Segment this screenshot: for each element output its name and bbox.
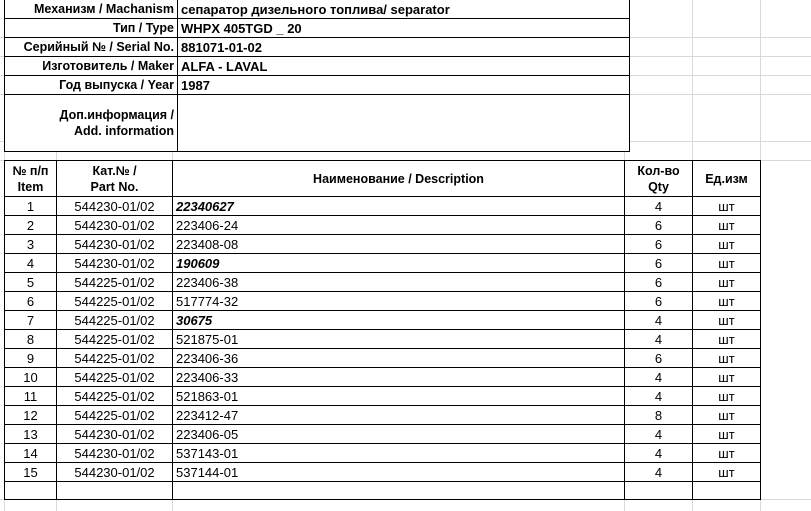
qty-cell[interactable]: 6	[625, 273, 693, 292]
table-row	[5, 216, 761, 235]
qty-cell[interactable]: 4	[625, 387, 693, 406]
part-no-cell[interactable]: 544230-01/02	[57, 425, 173, 444]
unit-cell[interactable]: шт	[693, 254, 761, 273]
part-no-cell[interactable]: 544225-01/02	[57, 387, 173, 406]
table-row	[5, 387, 761, 406]
type-label[interactable]: Тип / Type	[5, 19, 178, 38]
description-cell[interactable]: 223406-38	[173, 273, 625, 292]
year-value[interactable]: 1987	[178, 76, 630, 95]
item-cell[interactable]: 12	[5, 406, 57, 425]
table-row	[5, 292, 761, 311]
qty-cell[interactable]: 6	[625, 292, 693, 311]
part-no-cell[interactable]: 544230-01/02	[57, 197, 173, 216]
qty-cell[interactable]: 4	[625, 463, 693, 482]
item-cell[interactable]: 3	[5, 235, 57, 254]
part-no-cell[interactable]: 544230-01/02	[57, 235, 173, 254]
item-cell[interactable]: 4	[5, 254, 57, 273]
part-no-cell[interactable]: 544230-01/02	[57, 254, 173, 273]
additional-info-value[interactable]	[178, 95, 630, 152]
item-cell[interactable]: 6	[5, 292, 57, 311]
table-row	[5, 330, 761, 349]
description-cell[interactable]: 223412-47	[173, 406, 625, 425]
part-no-cell[interactable]: 544225-01/02	[57, 292, 173, 311]
part-no-cell[interactable]: 544225-01/02	[57, 349, 173, 368]
description-cell[interactable]: 521875-01	[173, 330, 625, 349]
empty-row	[5, 482, 761, 500]
unit-cell[interactable]: шт	[693, 311, 761, 330]
column-header-unit[interactable]: Ед.изм	[693, 161, 761, 197]
additional-info-label-line2: Add. information	[74, 124, 174, 138]
maker-row	[5, 57, 630, 76]
unit-cell[interactable]: шт	[693, 235, 761, 254]
maker-label[interactable]: Изготовитель / Maker	[5, 57, 178, 76]
type-value[interactable]: WHPX 405TGD _ 20	[178, 19, 630, 38]
description-cell[interactable]: 223406-05	[173, 425, 625, 444]
year-row	[5, 76, 630, 95]
parts-header-row	[5, 161, 761, 197]
unit-cell[interactable]: шт	[693, 330, 761, 349]
unit-cell[interactable]: шт	[693, 197, 761, 216]
item-cell[interactable]: 15	[5, 463, 57, 482]
item-cell[interactable]: 1	[5, 197, 57, 216]
item-cell[interactable]: 5	[5, 273, 57, 292]
unit-cell[interactable]: шт	[693, 273, 761, 292]
description-cell[interactable]: 223406-36	[173, 349, 625, 368]
description-cell[interactable]: 30675	[173, 311, 625, 330]
qty-cell[interactable]: 6	[625, 254, 693, 273]
additional-info-label[interactable]	[5, 95, 178, 152]
table-row	[5, 197, 761, 216]
table-row	[5, 444, 761, 463]
description-cell[interactable]: 223408-08	[173, 235, 625, 254]
qty-header-line2: Qty	[648, 179, 669, 194]
empty-cell[interactable]	[5, 482, 57, 500]
qty-cell[interactable]: 4	[625, 197, 693, 216]
unit-cell[interactable]: шт	[693, 349, 761, 368]
unit-cell[interactable]: шт	[693, 368, 761, 387]
qty-cell[interactable]: 4	[625, 311, 693, 330]
item-cell[interactable]: 13	[5, 425, 57, 444]
empty-cell[interactable]	[173, 482, 625, 500]
mechanism-row	[5, 0, 630, 19]
description-cell[interactable]: 223406-24	[173, 216, 625, 235]
description-cell[interactable]: 22340627	[173, 197, 625, 216]
part-no-cell[interactable]: 544225-01/02	[57, 311, 173, 330]
description-cell[interactable]: 537143-01	[173, 444, 625, 463]
unit-cell[interactable]: шт	[693, 216, 761, 235]
description-cell[interactable]: 223406-33	[173, 368, 625, 387]
part-header-line1: Кат.№ /	[92, 163, 137, 178]
part-header-line2: Part No.	[90, 179, 139, 194]
table-row	[5, 463, 761, 482]
item-cell[interactable]: 10	[5, 368, 57, 387]
maker-value[interactable]: ALFA - LAVAL	[178, 57, 630, 76]
table-row	[5, 235, 761, 254]
part-no-cell[interactable]: 544225-01/02	[57, 368, 173, 387]
column-header-qty[interactable]	[625, 161, 693, 197]
unit-cell[interactable]: шт	[693, 463, 761, 482]
table-row	[5, 273, 761, 292]
mechanism-label[interactable]: Механизм / Machanism	[5, 0, 178, 19]
item-cell[interactable]: 9	[5, 349, 57, 368]
type-row	[5, 19, 630, 38]
table-row	[5, 311, 761, 330]
item-cell[interactable]: 2	[5, 216, 57, 235]
part-no-cell[interactable]: 544230-01/02	[57, 444, 173, 463]
item-header-line2: Item	[17, 179, 44, 194]
serial-value[interactable]: 881071-01-02	[178, 38, 630, 57]
empty-cell[interactable]	[57, 482, 173, 500]
qty-cell[interactable]: 4	[625, 444, 693, 463]
qty-cell[interactable]: 8	[625, 406, 693, 425]
qty-cell[interactable]: 4	[625, 425, 693, 444]
item-header-line1: № п/п	[12, 163, 49, 178]
qty-cell[interactable]: 4	[625, 368, 693, 387]
part-no-cell[interactable]: 544230-01/02	[57, 463, 173, 482]
item-cell[interactable]: 14	[5, 444, 57, 463]
empty-cell[interactable]	[625, 482, 693, 500]
unit-cell[interactable]: шт	[693, 425, 761, 444]
column-header-part[interactable]	[57, 161, 173, 197]
qty-cell[interactable]: 6	[625, 235, 693, 254]
part-no-cell[interactable]: 544225-01/02	[57, 330, 173, 349]
additional-info-label-line1: Доп.информация /	[59, 108, 174, 122]
part-no-cell[interactable]: 544225-01/02	[57, 273, 173, 292]
column-header-item[interactable]	[5, 161, 57, 197]
column-header-description[interactable]: Наименование / Description	[173, 161, 625, 197]
table-row	[5, 368, 761, 387]
serial-label[interactable]: Серийный № / Serial No.	[5, 38, 178, 57]
unit-cell[interactable]: шт	[693, 387, 761, 406]
empty-cell[interactable]	[693, 482, 761, 500]
table-row	[5, 425, 761, 444]
serial-row	[5, 38, 630, 57]
qty-header-line1: Кол-во	[637, 163, 680, 178]
part-no-cell[interactable]: 544230-01/02	[57, 216, 173, 235]
table-row	[5, 406, 761, 425]
year-label[interactable]: Год выпуска / Year	[5, 76, 178, 95]
item-cell[interactable]: 7	[5, 311, 57, 330]
item-cell[interactable]: 11	[5, 387, 57, 406]
unit-cell[interactable]: шт	[693, 406, 761, 425]
part-no-cell[interactable]: 544225-01/02	[57, 406, 173, 425]
item-cell[interactable]: 8	[5, 330, 57, 349]
table-row	[5, 349, 761, 368]
mechanism-value[interactable]: сепаратор дизельного топлива/ separator	[178, 0, 630, 19]
description-cell[interactable]: 537144-01	[173, 463, 625, 482]
table-row	[5, 254, 761, 273]
description-cell[interactable]: 521863-01	[173, 387, 625, 406]
qty-cell[interactable]: 6	[625, 349, 693, 368]
additional-info-row	[5, 95, 630, 152]
parts-table	[4, 160, 761, 500]
unit-cell[interactable]: шт	[693, 444, 761, 463]
qty-cell[interactable]: 6	[625, 216, 693, 235]
qty-cell[interactable]: 4	[625, 330, 693, 349]
unit-cell[interactable]: шт	[693, 292, 761, 311]
equipment-info-table	[4, 0, 630, 152]
description-cell[interactable]: 190609	[173, 254, 625, 273]
description-cell[interactable]: 517774-32	[173, 292, 625, 311]
